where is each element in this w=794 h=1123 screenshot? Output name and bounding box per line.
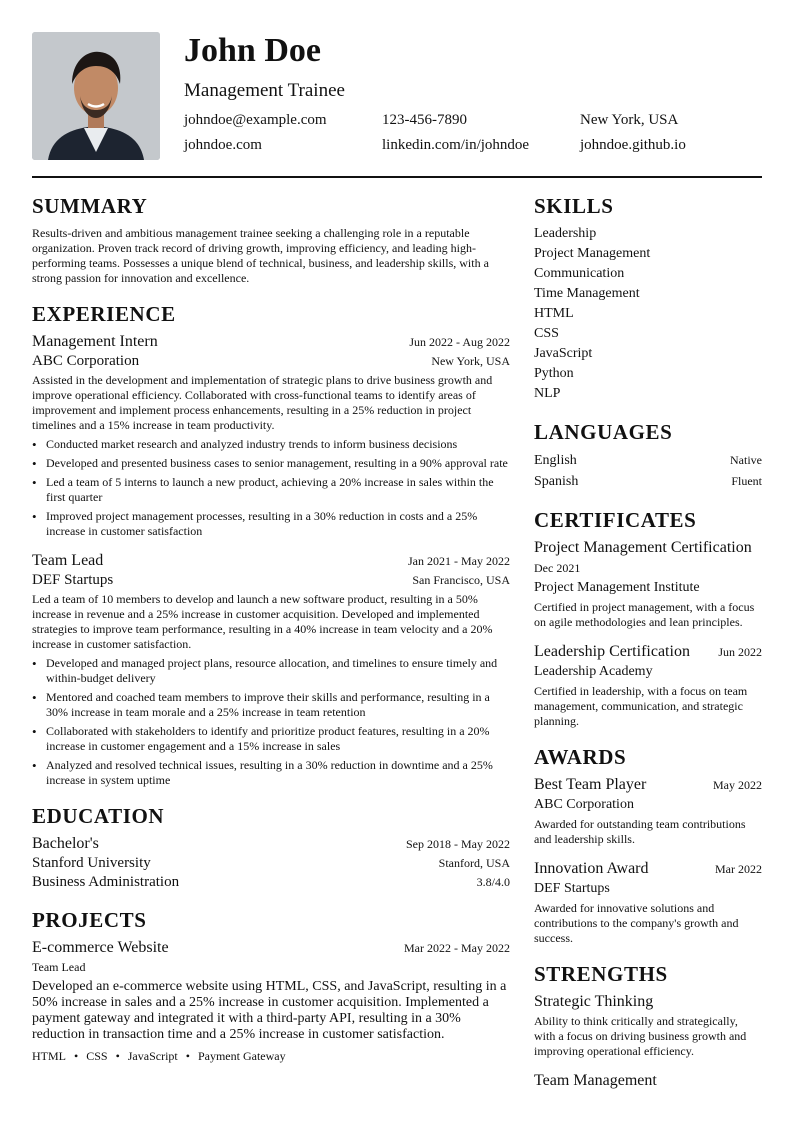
tag-separator: •	[74, 1049, 79, 1063]
job-location: New York, USA	[431, 354, 510, 368]
gpa: 3.8/4.0	[476, 875, 510, 889]
profile-photo	[32, 32, 160, 160]
projects-section	[32, 908, 510, 1064]
language-name: English	[534, 453, 577, 468]
certificate-date: Dec 2021	[534, 561, 581, 575]
summary-section	[32, 194, 510, 286]
job-description: Assisted in the development and implementation of strategic plans to drive business growth and improve operational efficiency. Collaborated with cross-functional teams to identify areas of improvement and implement process enhancements, resulting in a 25% reduction in project timelines and a 15% increase in team productivity.	[32, 373, 493, 432]
experience-section	[32, 302, 510, 788]
right-column	[534, 194, 762, 1091]
awards-heading: AWARDS	[534, 745, 627, 769]
certificate-entry	[534, 538, 762, 630]
github-link[interactable]: johndoe.github.io	[580, 137, 686, 153]
award-title: Best Team Player	[534, 776, 647, 793]
candidate-name: John Doe	[184, 32, 321, 69]
project-name: E-commerce Website	[32, 939, 169, 956]
languages-heading: LANGUAGES	[534, 420, 673, 444]
candidate-title: Management Trainee	[184, 80, 345, 101]
job-description: Led a team of 10 members to develop and launch a new software product, resulting in a 50% increase in revenue and a 25% increase in customer acquisition. Developed and implemented strategies to improve team performance, resulting in a 40% increase in team velocity and a 20% increase in customer satisfaction.	[32, 592, 493, 651]
project-description: Developed an e-commerce website using HTML, CSS, and JavaScript, resulting in a 50% increase in sales and a 25% increase in customer acquisition. Implemented a payment gateway and integrated it with a third-party API, resulting in a 30% reduction in transaction time and a 25% increase in customer satisfaction.	[32, 979, 507, 1042]
experience-heading: EXPERIENCE	[32, 302, 176, 326]
certificate-issuer: Leadership Academy	[534, 664, 653, 679]
bullet-item: • Improved project management processes, resulting in a 30% reduction in costs and a 25% increase in customer satisfaction	[32, 509, 510, 539]
certificate-date: Jun 2022	[718, 645, 762, 659]
tag: JavaScript	[127, 1049, 178, 1063]
certificate-description: Certified in project management, with a focus on agile methodologies and lean principles.	[534, 600, 755, 629]
award-description: Awarded for innovative solutions and contributions to the company's growth and success.	[534, 901, 739, 945]
bullet-item: • Led a team of 5 interns to launch a new product, achieving a 20% increase in sales within the first quarter	[32, 475, 510, 505]
skills-section	[534, 194, 762, 404]
linkedin-link[interactable]: linkedin.com/in/johndoe	[382, 137, 530, 153]
resume-header	[32, 32, 762, 160]
education-date: Sep 2018 - May 2022	[406, 837, 510, 851]
certificate-description: Certified in leadership, with a focus on team management, communication, and strategic planning.	[534, 684, 748, 728]
tag-separator: •	[185, 1049, 190, 1063]
award-issuer: DEF Startups	[534, 881, 610, 896]
skill-item: Leadership	[534, 226, 597, 241]
certificates-heading: CERTIFICATES	[534, 508, 697, 532]
skill-item: JavaScript	[534, 346, 593, 361]
skill-item: Project Management	[534, 246, 651, 261]
skill-item: NLP	[534, 386, 561, 401]
website-link[interactable]: johndoe.com	[184, 137, 262, 153]
certificate-entry	[534, 642, 762, 729]
bullet-item: • Developed and presented business cases to senior management, resulting in a 90% approval rate	[32, 456, 510, 471]
field-of-study: Business Administration	[32, 874, 180, 890]
strength-title: Team Management	[534, 1072, 657, 1089]
language-name: Spanish	[534, 474, 579, 489]
left-column	[32, 194, 510, 1064]
strength-description: Ability to think critically and strategically, with a focus on driving business growth and improving operational efficiency.	[534, 1014, 747, 1058]
award-date: May 2022	[713, 778, 762, 792]
strengths-section	[534, 962, 762, 1091]
education-entry	[32, 834, 510, 892]
bullet-item: • Analyzed and resolved technical issues, resulting in a 30% reduction in downtime and a 25% increase in system uptime	[32, 758, 510, 788]
skill-item: Communication	[534, 266, 625, 281]
language-row	[534, 450, 762, 471]
phone-text: 123-456-7890	[382, 112, 467, 128]
skill-item: Python	[534, 366, 574, 381]
skills-heading: SKILLS	[534, 194, 614, 218]
award-date: Mar 2022	[715, 862, 762, 876]
education-section	[32, 804, 510, 892]
header-divider	[32, 176, 762, 178]
job-title: Management Intern	[32, 333, 158, 350]
school-location: Stanford, USA	[438, 856, 510, 870]
bullet-item: • Conducted market research and analyzed industry trends to inform business decisions	[32, 437, 510, 452]
projects-heading: PROJECTS	[32, 908, 147, 932]
strengths-heading: STRENGTHS	[534, 962, 668, 986]
languages-list	[534, 450, 762, 492]
project-entry	[32, 938, 510, 1064]
language-row	[534, 471, 762, 492]
project-role: Team Lead	[32, 960, 86, 974]
project-tags	[32, 1049, 510, 1064]
degree: Bachelor's	[32, 835, 99, 852]
education-heading: EDUCATION	[32, 804, 165, 828]
language-level: Fluent	[731, 474, 762, 488]
languages-section	[534, 420, 762, 492]
strength-entry	[534, 992, 762, 1059]
job-company: DEF Startups	[32, 572, 114, 588]
location-text: New York, USA	[580, 112, 679, 128]
certificates-section	[534, 508, 762, 729]
job-title: Team Lead	[32, 552, 104, 569]
job-bullets	[32, 437, 510, 539]
tag: Payment Gateway	[197, 1049, 286, 1063]
job-entry	[32, 332, 510, 539]
skill-item: HTML	[534, 306, 574, 321]
summary-heading: SUMMARY	[32, 194, 148, 218]
bullet-item: • Mentored and coached team members to improve their skills and performance, resulting in a 30% increase in team morale and a 25% increase in team retention	[32, 690, 510, 720]
certificate-issuer: Project Management Institute	[534, 580, 700, 595]
award-title: Innovation Award	[534, 860, 649, 877]
bullet-item: • Collaborated with stakeholders to identify and prioritize product features, resulting in a 20% increase in customer engagement and a 15% increase in sales	[32, 724, 510, 754]
strength-entry	[534, 1071, 762, 1091]
award-issuer: ABC Corporation	[534, 797, 634, 812]
award-description: Awarded for outstanding team contributions and leadership skills.	[534, 817, 746, 846]
strength-title: Strategic Thinking	[534, 993, 654, 1010]
job-entry	[32, 551, 510, 788]
certificate-title: Leadership Certification	[534, 643, 690, 660]
project-date: Mar 2022 - May 2022	[404, 941, 510, 955]
award-entry	[534, 859, 762, 946]
language-level: Native	[730, 453, 762, 467]
skill-item: CSS	[534, 326, 559, 341]
job-date: Jan 2021 - May 2022	[408, 554, 510, 568]
tag: HTML	[32, 1049, 66, 1063]
award-entry	[534, 775, 762, 847]
summary-text: Results-driven and ambitious management trainee seeking a challenging role in a reputable organization. Proven track record of driving growth, improving efficiency, and leading high-performing teams. Possesses a unique blend of technical, business, and leadership skills, with a strong passion for innovation and excellence.	[32, 226, 489, 285]
job-company: ABC Corporation	[32, 353, 140, 369]
contact-grid	[184, 111, 762, 155]
email-link[interactable]: johndoe@example.com	[184, 112, 327, 128]
job-date: Jun 2022 - Aug 2022	[409, 335, 510, 349]
certificate-title: Project Management Certification	[534, 539, 752, 556]
job-location: San Francisco, USA	[412, 573, 510, 587]
header-info	[184, 32, 762, 160]
bullet-item: • Developed and managed project plans, resource allocation, and timelines to ensure timely and within-budget delivery	[32, 656, 510, 686]
tag-separator: •	[115, 1049, 120, 1063]
tag: CSS	[86, 1049, 108, 1063]
job-bullets	[32, 656, 510, 788]
school: Stanford University	[32, 855, 151, 871]
skills-list	[534, 224, 762, 404]
skill-item: Time Management	[534, 286, 640, 301]
awards-section	[534, 745, 762, 946]
